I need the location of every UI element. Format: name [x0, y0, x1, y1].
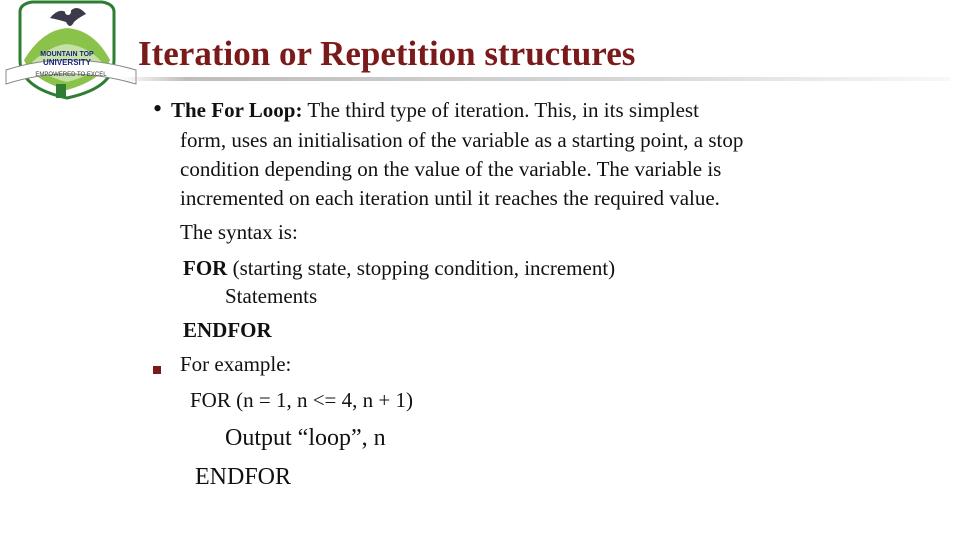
syntax-for-keyword: FOR: [183, 256, 228, 280]
example-code-line2: Output “loop”, n: [225, 425, 386, 451]
syntax-endfor: ENDFOR: [183, 318, 272, 342]
bullet1-line2: form, uses an initialisation of the variable as a starting point, a stop: [180, 128, 744, 152]
bullet1-line3: condition depending on the value of the variable. The variable is: [180, 157, 722, 181]
title-divider: [120, 77, 950, 81]
bullet1-line4: incremented on each iteration until it reaches the required value.: [180, 186, 720, 210]
bullet1-line1: [171, 98, 699, 122]
example-label: For example:: [180, 352, 292, 376]
example-code-line1: FOR (n = 1, n <= 4, n + 1): [190, 388, 413, 412]
logo-motto: EMPOWERED TO EXCEL: [35, 72, 107, 78]
syntax-statements: Statements: [225, 284, 318, 308]
for-loop-label: The For Loop:: [171, 98, 303, 122]
syntax-for-line: [183, 256, 615, 280]
bullet1-line1-text: The third type of iteration. This, in its simplest: [302, 98, 699, 122]
slide-title: Iteration or Repetition structures: [138, 34, 636, 73]
bullet1-line5: The syntax is:: [180, 220, 298, 244]
logo-arc-top: MOUNTAIN TOP: [40, 51, 94, 58]
square-bullet: [153, 366, 161, 374]
logo-arc-bottom: UNIVERSITY: [42, 58, 92, 67]
university-logo: [2, 0, 142, 100]
bullet-dot: •: [153, 94, 163, 123]
example-code-line3: ENDFOR: [195, 464, 292, 490]
syntax-for-args: (starting state, stopping condition, increment): [227, 256, 616, 280]
